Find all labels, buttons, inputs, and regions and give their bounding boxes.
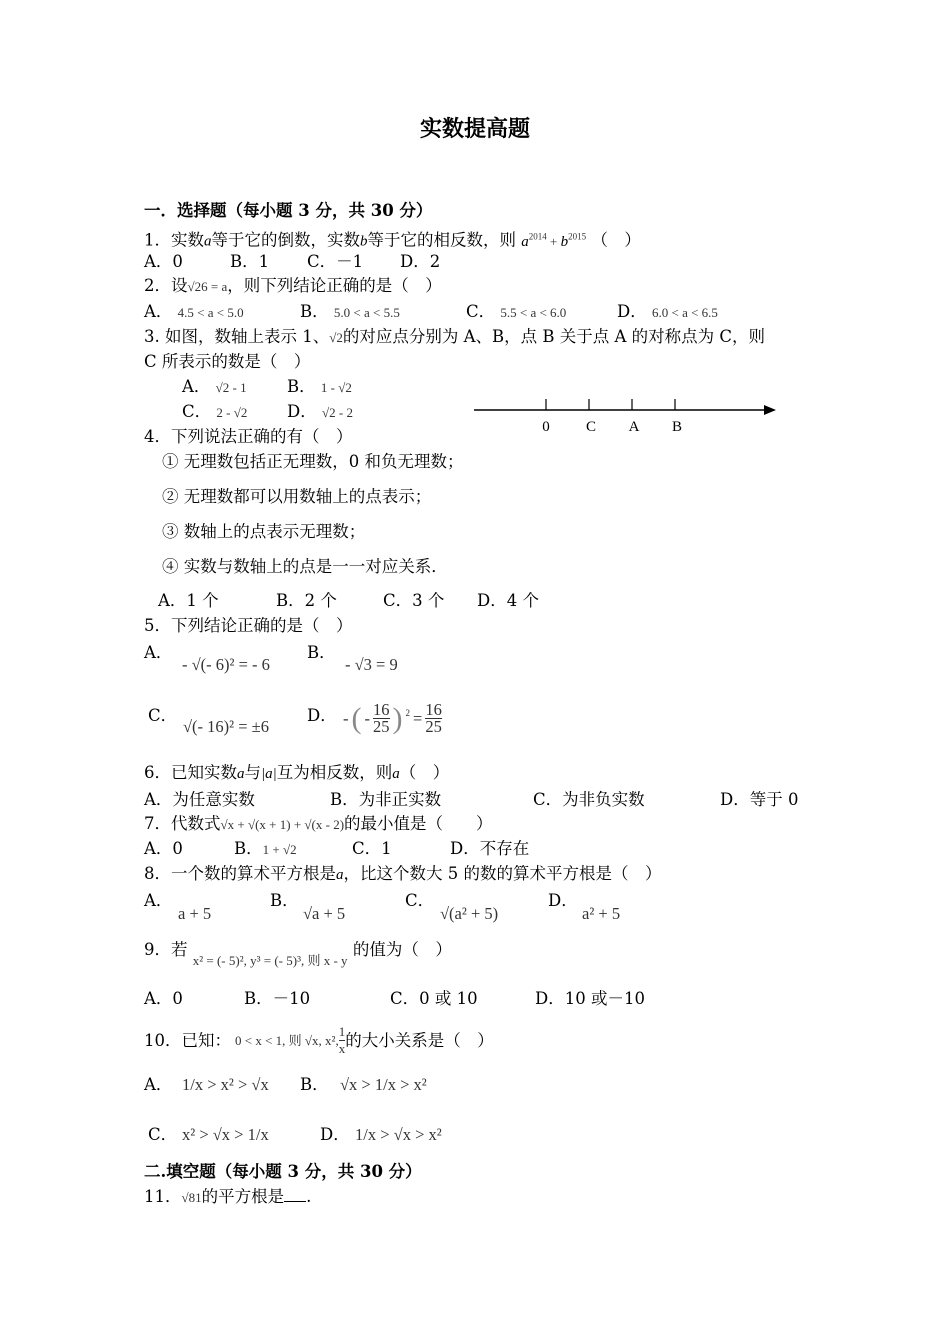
q8-option-d-expr: a² + 5 xyxy=(582,904,621,923)
q3-option-a: A． √2 - 1 xyxy=(182,377,247,396)
question-4: 4．下列说法正确的有（ ） xyxy=(144,427,353,446)
q5-option-a-expr: - √(- 6)² = - 6 xyxy=(182,655,270,674)
q6-option-d: D．等于 0 xyxy=(720,790,799,809)
q5-option-b-expr: - √3 = 9 xyxy=(345,655,398,674)
number-line-figure xyxy=(470,395,780,440)
q5-option-c-label: C． xyxy=(148,706,178,725)
q10-option-b-expr: √x > 1/x > x² xyxy=(340,1075,427,1094)
q7-option-c: C．1 xyxy=(352,839,392,858)
q1-expression: $a^{2014} + b^{2015}$ xyxy=(521,231,587,250)
q10-fraction: 1 x xyxy=(338,1024,346,1056)
q4-statement-2: ② 无理数都可以用数轴上的点表示； xyxy=(162,487,432,506)
question-2: 2．设√26 = a，则下列结论正确的是（ ） xyxy=(144,276,442,295)
tick-label-a: A xyxy=(628,419,640,435)
answer-blank[interactable] xyxy=(284,1187,306,1202)
q10-option-c-label: C． xyxy=(148,1125,178,1144)
q5-option-d-expr: - ( - 16 25 ) 2 = $\frac{16}{25}$ xyxy=(343,700,442,736)
q10-option-d-label: D． xyxy=(320,1125,350,1144)
q4-statement-3: ③ 数轴上的点表示无理数； xyxy=(162,522,366,541)
q9-option-b: B．－10 xyxy=(244,989,311,1008)
q5-option-c-expr: √(- 16)² = ±6 xyxy=(183,717,269,736)
question-3-line-2: C 所表示的数是（ ） xyxy=(144,352,311,371)
q6-option-a: A．为任意实数 xyxy=(144,790,255,809)
q9-option-d: D．10 或－10 xyxy=(535,989,645,1008)
page-title: 实数提高题 xyxy=(419,116,530,142)
tick-label-b: B xyxy=(671,419,683,435)
q9-option-c: C．0 或 10 xyxy=(390,989,478,1008)
question-6: 6．已知实数a与|a|互为相反数，则a（ ） xyxy=(144,763,450,782)
q8-option-c-label: C． xyxy=(405,891,435,910)
q4-statement-4: ④ 实数与数轴上的点是一一对应关系． xyxy=(162,557,448,576)
q5-option-b-label: B． xyxy=(307,643,336,662)
q10-option-b-label: B． xyxy=(300,1075,329,1094)
q4-option-c: C．3 个 xyxy=(383,591,445,610)
q7-option-a: A．0 xyxy=(144,839,183,858)
q1-option-c: C．－1 xyxy=(307,252,364,271)
q8-option-c-expr: √(a² + 5) xyxy=(440,904,499,923)
q4-option-b: B．2 个 xyxy=(276,591,337,610)
q3-option-d: D． √2 - 2 xyxy=(287,402,353,421)
question-8: 8．一个数的算术平方根是a，比这个数大 5 的数的算术平方根是（ ） xyxy=(144,864,662,883)
question-7: 7．代数式√x + √(x + 1) + √(x - 2)的最小值是（ ） xyxy=(144,814,493,833)
q7-option-d: D．不存在 xyxy=(450,839,530,858)
q8-option-d-label: D． xyxy=(548,891,578,910)
question-5: 5．下列结论正确的是（ ） xyxy=(144,616,353,635)
question-1: 1．实数a等于它的倒数，实数b等于它的相反数，则 $a^{2014} + b^{2015}$ （ ） xyxy=(144,230,641,250)
question-9: 9．若 $_{x^2 = (- 5)^2, y^3 = (- 5)^3, 则 x - y}$ 的值为（ ） xyxy=(144,940,452,968)
q4-statement-1: ① 无理数包括正无理数，0 和负无理数； xyxy=(162,452,464,471)
q1-option-a: A．0 xyxy=(144,252,183,271)
q8-option-a-expr: a + 5 xyxy=(178,904,212,923)
q6-option-c: C．为非负实数 xyxy=(533,790,645,809)
q5-d-result-fraction: $\frac{16}{25}$ xyxy=(425,700,442,736)
q6-option-b: B．为非正实数 xyxy=(330,790,442,809)
q2-option-a: A． 4.5 < a < 5.0 xyxy=(144,302,244,321)
q10-option-d-expr: 1/x > √x > x² xyxy=(355,1125,442,1144)
question-3-line-1: 3. 如图，数轴上表示 1、√2的对应点分别为 A、B，点 B 关于点 A 的对称点为 C，则 xyxy=(144,327,766,346)
q5-d-fraction: 16 25 xyxy=(373,700,390,736)
q2-option-b: B． 5.0 < a < 5.5 xyxy=(300,302,400,321)
q8-option-b-label: B． xyxy=(270,891,299,910)
q8-option-b-expr: √a + 5 xyxy=(303,904,346,923)
q8-option-a-label: A． xyxy=(144,891,173,910)
q5-option-a-label: A． xyxy=(144,643,173,662)
q9-option-a: A．0 xyxy=(144,989,183,1008)
q10-option-a-expr: 1/x > x² > √x xyxy=(182,1075,269,1094)
section-2-heading: 二.填空题（每小题 3 分，共 30 分） xyxy=(144,1162,422,1181)
q10-option-a-label: A． xyxy=(144,1075,173,1094)
section-1-heading: 一．选择题（每小题 3 分，共 30 分） xyxy=(144,201,433,220)
tick-label-0: 0 xyxy=(542,419,550,435)
q1-option-d: D．2 xyxy=(400,252,441,271)
number-line-arrow-icon xyxy=(764,405,776,415)
q2-option-c: C． 5.5 < a < 6.0 xyxy=(466,302,567,321)
question-10: 10．已知： 0 < x < 1, 则 √x, x², 1 x 的大小关系是（ ） xyxy=(144,1024,494,1056)
q1-option-b: B．1 xyxy=(230,252,270,271)
q5-option-d-label: D． xyxy=(307,706,337,725)
question-11: 11．√81的平方根是 . xyxy=(144,1187,312,1206)
q3-option-b: B． 1 - √2 xyxy=(287,377,352,396)
q3-option-c: C． 2 - √2 xyxy=(182,402,248,421)
tick-label-c: C xyxy=(585,419,597,435)
q7-option-b: B．1 + √2 xyxy=(234,839,297,858)
q4-option-d: D．4 个 xyxy=(477,591,539,610)
q4-option-a: A．1 个 xyxy=(158,591,219,610)
q2-option-d: D． 6.0 < a < 6.5 xyxy=(617,302,718,321)
q10-option-c-expr: x² > √x > 1/x xyxy=(182,1125,269,1144)
